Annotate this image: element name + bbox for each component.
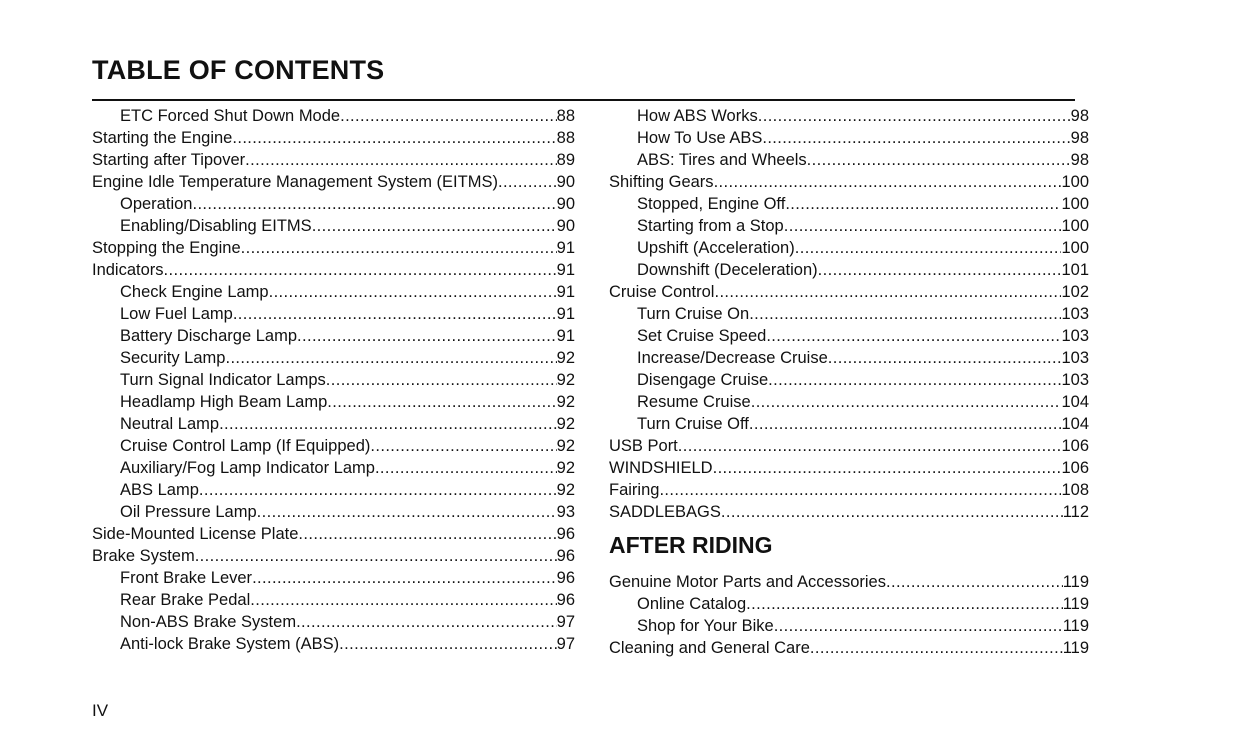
toc-entry-title: ETC Forced Shut Down Mode (120, 107, 341, 125)
toc-entry[interactable] (609, 149, 1089, 171)
toc-entry-page: 96 (556, 525, 575, 543)
toc-entry[interactable] (609, 171, 1089, 193)
dot-leader (810, 637, 1063, 659)
section-heading-after-riding: AFTER RIDING (609, 532, 773, 558)
dot-leader (252, 567, 557, 589)
toc-entry-title: Cleaning and General Care (609, 639, 810, 657)
dot-leader (326, 369, 557, 391)
toc-entry[interactable] (92, 391, 575, 413)
dot-leader (199, 479, 557, 501)
toc-entry[interactable] (609, 457, 1089, 479)
toc-entry-page: 103 (1061, 349, 1089, 367)
dot-leader (678, 435, 1062, 457)
toc-entry[interactable] (92, 127, 575, 149)
dot-leader (269, 281, 557, 303)
toc-entry[interactable] (92, 567, 575, 589)
dot-leader (257, 501, 557, 523)
toc-entry-page: 92 (556, 349, 575, 367)
toc-entry-page: 100 (1061, 239, 1089, 257)
dot-leader (225, 347, 556, 369)
toc-entry-title: Set Cruise Speed (637, 327, 767, 345)
toc-entry-title: Cruise Control Lamp (If Equipped) (120, 437, 371, 455)
toc-entry-title: Auxiliary/Fog Lamp Indicator Lamp (120, 459, 375, 477)
dot-leader (713, 457, 1062, 479)
toc-entry[interactable] (609, 281, 1089, 303)
dot-leader (762, 127, 1070, 149)
toc-entry-page: 103 (1061, 305, 1089, 323)
toc-entry-title: Shifting Gears (609, 173, 714, 191)
toc-entry-page: 89 (556, 151, 575, 169)
toc-entry-page: 108 (1061, 481, 1089, 499)
toc-entry-page: 92 (556, 437, 575, 455)
toc-entry-title: Shop for Your Bike (637, 617, 774, 635)
toc-entry-title: ABS Lamp (120, 481, 199, 499)
dot-leader (784, 215, 1062, 237)
toc-entry[interactable] (92, 193, 575, 215)
toc-entry-page: 91 (556, 283, 575, 301)
toc-entry-page: 88 (556, 129, 575, 147)
toc-entry-title: SADDLEBAGS (609, 503, 721, 521)
toc-entry[interactable] (609, 237, 1089, 259)
toc-entry[interactable] (609, 369, 1089, 391)
dot-leader (195, 545, 557, 567)
toc-entry-title: Online Catalog (637, 595, 747, 613)
toc-entry[interactable] (609, 571, 1089, 593)
toc-entry-page: 92 (556, 393, 575, 411)
dot-leader (659, 479, 1061, 501)
toc-entry-page: 103 (1061, 327, 1089, 345)
toc-entry-page: 97 (556, 613, 575, 631)
toc-entry[interactable] (92, 589, 575, 611)
toc-entry-title: Starting from a Stop (637, 217, 784, 235)
toc-entry-title: Operation (120, 195, 193, 213)
dot-leader (498, 171, 557, 193)
dot-leader (298, 523, 556, 545)
toc-entry[interactable] (609, 593, 1089, 615)
toc-entry-title: Anti-lock Brake System (ABS) (120, 635, 340, 653)
dot-leader (828, 347, 1062, 369)
toc-entry-page: 103 (1061, 371, 1089, 389)
toc-entry-page: 92 (556, 415, 575, 433)
toc-entry-page: 88 (556, 107, 575, 125)
toc-right-column (609, 105, 1089, 659)
dot-leader (766, 325, 1061, 347)
toc-entry[interactable] (92, 457, 575, 479)
toc-entry[interactable] (92, 545, 575, 567)
dot-leader (296, 611, 557, 633)
toc-entry-page: 93 (556, 503, 575, 521)
dot-leader (192, 193, 556, 215)
toc-entry-title: Upshift (Acceleration) (637, 239, 795, 257)
toc-entry-title: Increase/Decrease Cruise (637, 349, 828, 367)
dot-leader (749, 303, 1061, 325)
toc-list-left (92, 105, 575, 655)
toc-entry-title: How ABS Works (637, 107, 758, 125)
toc-entry-title: Disengage Cruise (637, 371, 769, 389)
dot-leader (721, 501, 1063, 523)
toc-entry-page: 97 (556, 635, 575, 653)
toc-entry-page: 100 (1061, 217, 1089, 235)
toc-entry-title: Front Brake Lever (120, 569, 253, 587)
dot-leader (241, 237, 557, 259)
toc-entry-page: 91 (556, 305, 575, 323)
toc-entry[interactable] (609, 325, 1089, 347)
toc-entry-page: 119 (1062, 573, 1089, 591)
toc-entry[interactable] (92, 303, 575, 325)
dot-leader (714, 281, 1061, 303)
toc-entry-title: Headlamp High Beam Lamp (120, 393, 328, 411)
toc-entry-page: 119 (1062, 617, 1089, 635)
toc-entry-title: Low Fuel Lamp (120, 305, 233, 323)
toc-entry-page: 101 (1061, 261, 1089, 279)
toc-entry-title: How To Use ABS (637, 129, 763, 147)
toc-entry[interactable] (92, 215, 575, 237)
toc-entry[interactable] (609, 303, 1089, 325)
toc-entry-page: 104 (1061, 393, 1089, 411)
toc-entry[interactable] (92, 325, 575, 347)
toc-entry-title: Engine Idle Temperature Management System (EITMS) (92, 173, 498, 191)
toc-entry-page: 119 (1062, 595, 1089, 613)
dot-leader (233, 303, 557, 325)
toc-entry[interactable] (609, 637, 1089, 659)
toc-entry[interactable] (609, 193, 1089, 215)
toc-list-right (609, 105, 1089, 523)
toc-entry-page: 98 (1070, 151, 1089, 169)
dot-leader (818, 259, 1062, 281)
toc-entry[interactable] (92, 105, 575, 127)
toc-entry-title: Turn Cruise Off (637, 415, 749, 433)
toc-entry-title: ABS: Tires and Wheels (637, 151, 807, 169)
dot-leader (312, 215, 557, 237)
dot-leader (749, 413, 1062, 435)
toc-entry-page: 106 (1061, 437, 1089, 455)
toc-entry-page: 106 (1061, 459, 1089, 477)
toc-entry-title: Rear Brake Pedal (120, 591, 251, 609)
toc-entry[interactable] (92, 501, 575, 523)
dot-leader (746, 593, 1063, 615)
toc-entry-title: Side-Mounted License Plate (92, 525, 299, 543)
toc-entry[interactable] (92, 237, 575, 259)
toc-entry[interactable] (609, 479, 1089, 501)
page-number: IV (92, 701, 109, 720)
toc-entry-title: Stopping the Engine (92, 239, 241, 257)
toc-entry-title: Turn Signal Indicator Lamps (120, 371, 326, 389)
toc-entry[interactable] (92, 633, 575, 655)
toc-entry[interactable] (609, 105, 1089, 127)
toc-entry[interactable] (609, 259, 1089, 281)
toc-entry-title: Cruise Control (609, 283, 715, 301)
dot-leader (245, 149, 556, 171)
dot-leader (768, 369, 1061, 391)
toc-entry[interactable] (609, 215, 1089, 237)
toc-entry-title: Resume Cruise (637, 393, 751, 411)
toc-entry[interactable] (92, 281, 575, 303)
toc-entry-page: 102 (1061, 283, 1089, 301)
toc-entry-page: 96 (556, 591, 575, 609)
toc-entry[interactable] (92, 149, 575, 171)
dot-leader (250, 589, 556, 611)
dot-leader (751, 391, 1062, 413)
toc-entry[interactable] (92, 611, 575, 633)
dot-leader (774, 615, 1063, 637)
dot-leader (375, 457, 557, 479)
toc-left-column (92, 105, 575, 655)
dot-leader (232, 127, 556, 149)
dot-leader (758, 105, 1071, 127)
page-title: TABLE OF CONTENTS (92, 55, 385, 85)
toc-entry[interactable] (92, 435, 575, 457)
dot-leader (219, 413, 557, 435)
toc-entry-title: Security Lamp (120, 349, 226, 367)
toc-entry[interactable] (609, 391, 1089, 413)
toc-entry-title: Indicators (92, 261, 164, 279)
toc-entry-title: Turn Cruise On (637, 305, 750, 323)
toc-entry-page: 119 (1062, 639, 1089, 657)
toc-entry-page: 90 (556, 173, 575, 191)
toc-entry[interactable] (609, 347, 1089, 369)
toc-entry[interactable] (609, 435, 1089, 457)
toc-entry-title: Brake System (92, 547, 195, 565)
toc-entry[interactable] (92, 259, 575, 281)
toc-entry-title: Non-ABS Brake System (120, 613, 297, 631)
toc-entry-page: 112 (1062, 503, 1089, 521)
dot-leader (785, 193, 1061, 215)
toc-entry[interactable] (92, 523, 575, 545)
toc-entry-page: 91 (556, 261, 575, 279)
toc-entry[interactable] (609, 413, 1089, 435)
toc-entry-title: Neutral Lamp (120, 415, 220, 433)
toc-entry-title: Enabling/Disabling EITMS (120, 217, 312, 235)
toc-entry[interactable] (609, 501, 1089, 523)
toc-entry-page: 91 (556, 327, 575, 345)
toc-entry[interactable] (92, 347, 575, 369)
toc-entry-page: 91 (556, 239, 575, 257)
toc-entry-page: 96 (556, 547, 575, 565)
toc-entry-title: WINDSHIELD (609, 459, 713, 477)
dot-leader (297, 325, 557, 347)
toc-entry-page: 100 (1061, 173, 1089, 191)
toc-entry[interactable] (609, 127, 1089, 149)
toc-entry-title: Starting the Engine (92, 129, 233, 147)
title-divider (92, 99, 1075, 101)
toc-entry-title: Downshift (Deceleration) (637, 261, 818, 279)
toc-entry-title: Fairing (609, 481, 660, 499)
dot-leader (795, 237, 1062, 259)
toc-entry-page: 90 (556, 217, 575, 235)
dot-leader (886, 571, 1063, 593)
dot-leader (807, 149, 1071, 171)
dot-leader (327, 391, 556, 413)
toc-entry[interactable] (92, 369, 575, 391)
toc-entry-title: Starting after Tipover (92, 151, 246, 169)
dot-leader (714, 171, 1062, 193)
toc-entry[interactable] (92, 413, 575, 435)
toc-list-after-riding (609, 571, 1089, 659)
toc-entry[interactable] (92, 479, 575, 501)
toc-entry-page: 98 (1070, 107, 1089, 125)
toc-entry[interactable] (609, 615, 1089, 637)
toc-entry-page: 104 (1061, 415, 1089, 433)
dot-leader (164, 259, 557, 281)
toc-entry[interactable] (92, 171, 575, 193)
toc-entry-page: 96 (556, 569, 575, 587)
toc-entry-title: Battery Discharge Lamp (120, 327, 297, 345)
dot-leader (370, 435, 556, 457)
toc-entry-page: 92 (556, 459, 575, 477)
toc-entry-title: USB Port (609, 437, 678, 455)
dot-leader (339, 633, 557, 655)
toc-entry-page: 92 (556, 481, 575, 499)
toc-entry-page: 98 (1070, 129, 1089, 147)
toc-entry-page: 100 (1061, 195, 1089, 213)
toc-entry-page: 90 (556, 195, 575, 213)
toc-entry-title: Check Engine Lamp (120, 283, 269, 301)
toc-entry-title: Genuine Motor Parts and Accessories (609, 573, 886, 591)
dot-leader (340, 105, 557, 127)
toc-entry-title: Oil Pressure Lamp (120, 503, 257, 521)
toc-entry-page: 92 (556, 371, 575, 389)
toc-entry-title: Stopped, Engine Off (637, 195, 786, 213)
